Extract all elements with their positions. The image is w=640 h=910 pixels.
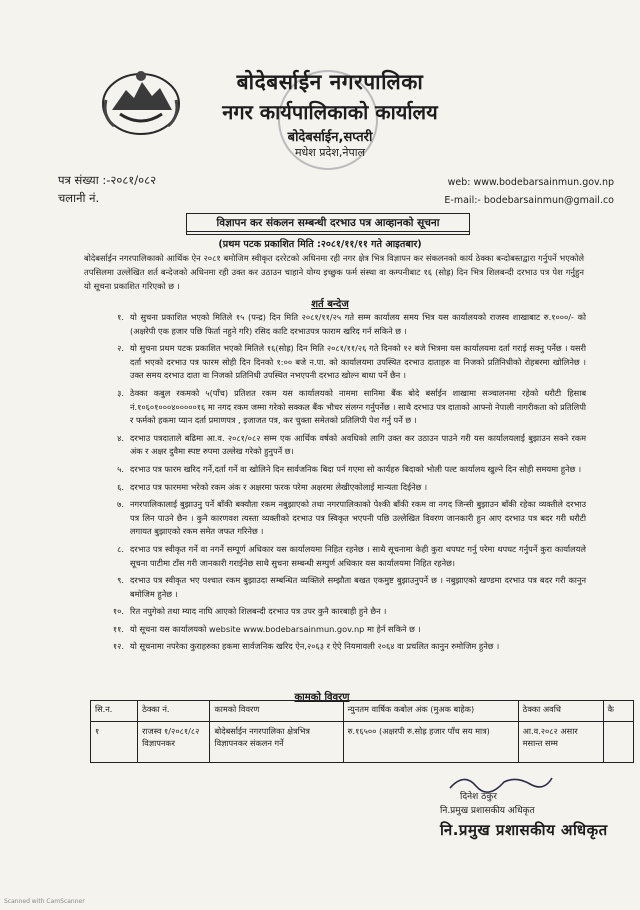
table-row (91, 722, 634, 763)
cell-remarks (603, 722, 633, 763)
condition-text: ठेक्का कबुल रकमको ५(पाँच) प्रतिशत रकम यस कार्यालयको नाममा सानिमा बैंक बोदे बर्साईन शाखामा सञ्चालनमा रहेको धरौटी हिसाब नं.१०६०१०००४०००००१६ मा नगद रकम जम्मा गरेको सक्कल बैंक भौचर संलग्न गर्नुपर्नेछ । साथै दरभाउ पत्र दाताको आफ्नो नेपाली नागरीकता को प्रतिलिपी र फर्मको हकमा प्यान दर्ता प्रमाणपत्र , इजाजत पत्र, कर चुक्ता समेतको प्रतिलिपी पेश गर्नु पर्ने छ । (130, 387, 586, 426)
column-header: कै (603, 701, 633, 722)
letterhead (185, 68, 475, 160)
cell-description: बोदेबर्साईन नगरपालिका क्षेत्रभित्र विज्ञापनकर संकलन गर्ने (210, 722, 343, 763)
condition-text: यो सूचना यस कार्यालयको website www.bodebarsainmun.gov.np मा हेर्न सकिने छ । (130, 623, 421, 634)
cell-period: आ.व.२०८२ असार मसान्त सम्म (518, 722, 603, 763)
condition-item (90, 574, 586, 601)
condition-text: यो सुचना प्रकाशित भएको मितिले १५ (पन्द्र) दिन मिति २०८१/११/२५ गते सम्म कार्यालय समय भित्र यस कार्यालयको राजस्व शाखाबाट रु.१०००/- को (अक्षरेपी एक हजार पछि फिर्ता नहुने गरि) रसिद काटि दरभाउपत्र फाराम खरिद गर्न सकिने छ । (130, 312, 586, 336)
signatory-title: नि.प्रमुख प्रशासकीय अधिकृत (440, 806, 535, 816)
condition-number: १०. (112, 606, 124, 617)
condition-number: ४. (117, 432, 124, 443)
column-header: न्युनतम वार्षिक कबोल अंक (मुअक बाहेक) (343, 701, 518, 722)
notice-title: विज्ञापन कर संकलन सम्बन्धी दरभाउ पत्र आव्हानको सूचना (187, 216, 469, 232)
email-text: E-mail:- bodebarsainmun@gmail.co (444, 195, 614, 206)
first-published-date: (प्रथम पटक प्रकाशित मिति :२०८१/११/११ गते आइतबार) (218, 239, 422, 250)
condition-item (90, 481, 586, 495)
condition-number: ५. (117, 463, 124, 474)
column-header: ठेक्का नं. (138, 701, 210, 722)
condition-item (90, 342, 586, 383)
condition-item (90, 640, 586, 654)
scanner-watermark: Scanned with CamScanner (4, 898, 85, 905)
condition-item (90, 432, 586, 459)
condition-text: नगरपालिकालाई बुझाउनु पर्ने बाँकी बक्यौता रकम नबुझाएको तथा नगरपालिकाको पेश्की बाँकी रकम वा नगद जिन्सी बुझाउन बाँकी रहेका व्यक्तीले दरभाउ पत्र लिन पाउने छैन । कुनै कारणवश त्यस्ता व्यक्तीको दरभाउ पत्र स्विकृत भएपनी पछि उल्लेखित विवरण जानकारी हुन आए दरभाउ पत्र बदर गरी धरौटी लगायत बुझाएको रकम समेत जफत गरिनेछ । (130, 499, 586, 537)
cell-min-amount: रु.१६५०० (अक्षरपी रु.सोह्र हजार पाँच सय मात्र) (343, 722, 518, 763)
condition-text: दरभाउ पत्र स्वीकृत गर्ने वा नगर्ने सम्पूर्ण अधिकार यस कार्यालयमा निहित रहनेछ । साथै सूचनामा केही कुरा थपघट गर्नु परेमा थपघट गर्नुपर्ने कुरा कार्यालयले सूचना पाटीमा टाँस गरी जानकारी गराईनेछ साथै सुचना सम्बन्धी सम्पुर्ण अधिकार यस कार्यालयमा निहित रहनेछ। (130, 543, 586, 568)
condition-text: रित नपुगेको तथा म्याद नाघि आएको शिलबन्दी दरभाउ पत्र उपर कुनै कारबाही हुने छैन । (130, 606, 387, 617)
condition-number: १. (117, 312, 124, 322)
condition-item (90, 498, 586, 539)
condition-number: ११. (112, 623, 124, 634)
conditions-list (90, 311, 586, 658)
reference-number: पत्र संख्या :-२०८१/०८२ (58, 173, 157, 187)
condition-number: ३. (117, 387, 124, 398)
condition-number: ९. (117, 575, 124, 586)
condition-item (90, 463, 586, 477)
condition-number: ६. (117, 481, 124, 492)
cell-contract-no: राजस्व १/२०८१/८२ विज्ञापनकर (138, 722, 210, 763)
table-header-row (91, 701, 634, 722)
notice-intro: बोदेबर्साईन नगरपालिकाको आर्थिक ऐन २०८१ बमोजिम स्वीकृत दररेटको अधिनमा रही नगर क्षेत्र भित्र विज्ञापन कर संकलनको कार्य ठेक्का बन्दोबस्तद्वारा गर्नुपर्ने भएकोले तपसिलमा उल्लेखित शर्त बन्देजको अधिनमा रही उक्त कर उठाउन चाहाने योग्य इच्छुक फर्म संस्था वा कम्पनीबाट १६ (सोह्र) दिन भित्र शिलबन्दी दरभाउ पत्र पेश गर्नुहुन यो सूचना प्रकाशित गरिएको छ । (84, 253, 584, 291)
condition-item (90, 387, 586, 428)
dispatch-number: चलानी नं. (58, 191, 100, 205)
column-header: ठेक्का अवधि (518, 701, 603, 722)
signatory-name: दिनेश ठकुर (460, 792, 497, 802)
condition-item (90, 543, 586, 570)
condition-number: २. (117, 343, 124, 354)
condition-text: दरभाउ पत्र फारम खरिद गर्ने,दर्ता गर्ने वा खोलिने दिन सार्वजनिक बिदा पर्न गएमा सो कार्यहरु बिदाको भोली पल्ट कार्यालय खुल्ने दिन सोही समयमा हुनेछ । (130, 463, 582, 474)
work-details-table (90, 700, 634, 763)
government-emblem-icon (100, 64, 182, 138)
office-place: बोदेबर्साईन,सप्तरी (287, 130, 373, 145)
website-text: web: www.bodebarsainmun.gov.np (447, 177, 614, 188)
condition-text: यो सूचनामा नपरेका कुराहरुका हकमा सार्वजनिक खरिद ऐन,२०६३ र ऐऐ नियमावली २०६४ वा प्रचलित कानुन रुमोजिम हुनेछ । (130, 641, 500, 652)
condition-text: दरभाउ पत्र फारममा भरेको रकम अंक र अक्षरमा फरक परेमा अक्षरमा लेखीएकोलाई मान्यता दिईनेछ । (130, 481, 428, 492)
condition-item (90, 623, 586, 637)
work-details-title: कामको विवरण (294, 692, 350, 703)
condition-number: ८. (117, 543, 124, 554)
condition-text: दरभाउ पत्रदाताले बढिमा आ.व. २०८१/०८२ सम्म एक आर्थिक वर्षको अवधिको लागि उक्त कर उठाउन पाउने गरी यस कार्यालयलाई बुझाउन सक्ने रकम अंक र अक्षर दुवैमा स्पष्ट रुपमा उल्लेख गरेको हुनुपर्ने छ। (130, 432, 586, 457)
conditions-title: शर्त बन्देज (311, 299, 349, 310)
column-header: सि.न. (91, 701, 138, 722)
cell-sn: १ (91, 722, 138, 763)
condition-number: ७. (117, 499, 124, 510)
column-header: कामको विवरण (210, 701, 343, 722)
office-name: नगर कार्यपालिकाको कार्यालय (222, 100, 438, 124)
condition-text: दरभाउ पत्र स्वीकृत भए पश्चात रकम बुझाउदा सम्बन्धित व्यक्तिले सम्झौता बखत एकमुष्ट बुझाउनुपर्ने छ । नबुझाएको खण्डमा दरभाउ पत्र बदर गरी कानुन बमोजिम हुनेछ । (130, 575, 586, 599)
signatory-stamp: नि.प्रमुख प्रशासकीय अधिकृत (440, 821, 608, 839)
notice-title-box (186, 213, 470, 235)
condition-text: यो सुचना प्रथम पटक प्रकाशित भएको मितिले १६(सोह्र) दिन मिति २०८१/११/२६ गते दिनको १२ बजे भित्रमा यस कार्यालयमा दर्ता गराई सक्नु पर्नेछ । यसरी दर्ता भएको दरभाउ पत्र फारम सोही दिन दिनको १:०० बजे न.पा. को कार्यालयमा उपस्थित दरभाउ दाताहरु वा निजको प्रतिनिधीको रोहबरमा खोलिनेछ । उक्त समय दरभाउ दाता वा निजको प्रतिनिधी उपस्थित नभएपनी दरभाउ खोल्न बाधा पर्ने छैन । (130, 343, 586, 381)
condition-item (90, 311, 586, 338)
office-country: मधेश प्रदेश,नेपाल (294, 146, 366, 159)
condition-number: १२. (112, 641, 124, 652)
condition-item (90, 605, 586, 619)
org-name: बोदेबर्साईन नगरपालिका (236, 70, 424, 94)
